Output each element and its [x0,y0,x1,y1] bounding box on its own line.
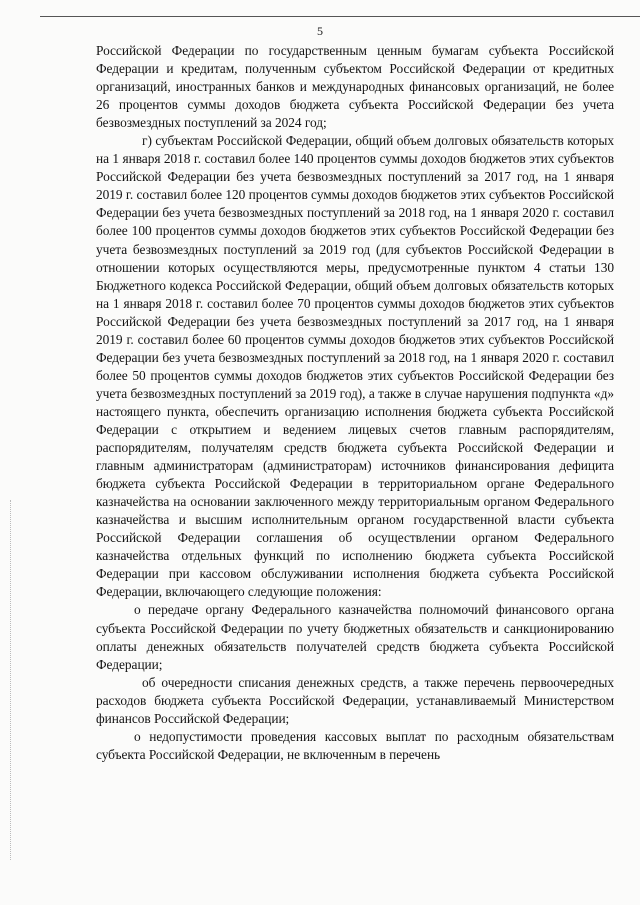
page-number: 5 [317,24,323,38]
paragraph-provision-1: о передаче органу Федерального казначейства полномочий финансового органа субъекта Российской Федерации по учету бюджетных обязательств и санкционированию оплаты денежных обязательств получателей средств бюджета субъекта Российской Федерации; [96,602,614,672]
paragraph-continuation: Российской Федерации по государственным ценным бумагам субъекта Российской Федерации и кредитам, полученным субъектом Российской Федерации от кредитных организаций, иностранных банков и международных финансовых организаций, не более 26 процентов суммы доходов бюджета субъекта Российской Федерации без учета безвозмездных поступлений за 2024 год; [96,43,614,131]
margin-marks [10,500,15,860]
paragraph-provision-2: об очередности списания денежных средств, а также перечень первоочередных расходов бюджета субъекта Российской Федерации, устанавливаемый Министерством финансов Российской Федерации; [96,674,614,726]
top-rule [40,16,640,17]
body-text [96,42,614,764]
paragraph-item-g: г) субъектам Российской Федерации, общий объем долговых обязательств которых на 1 января 2018 г. составил более 140 процентов суммы доходов бюджетов этих субъектов Российской Федерации без учета безвозмездных поступлений за 2017 год, на 1 января 2019 г. составил более 120 процентов суммы доходов бюджетов этих субъектов Российской Федерации без учета безвозмездных поступлений за 2018 год, на 1 января 2020 г. составил более 100 процентов суммы доходов бюджетов этих субъектов Российской Федерации без учета безвозмездных поступлений за 2019 год (для субъектов Российской Федерации в отношении которых осуществляются меры, предусмотренные пунктом 4 статьи 130 Бюджетного кодекса Российской Федерации, общий объем долговых обязательств которых на 1 января 2018 г. составил более 70 процентов суммы доходов бюджетов этих субъектов Российской Федерации без учета безвозмездных поступлений за 2017 год, на 1 января 2019 г. составил более 60 процентов суммы доходов бюджетов этих субъектов Российской Федерации без учета безвозмездных поступлений за 2018 год, на 1 января 2020 г. составил более 50 процентов суммы доходов бюджетов этих субъектов Российской Федерации без учета безвозмездных поступлений за 2019 год), а также в случае нарушения подпункта «д» настоящего пункта, обеспечить организацию исполнения бюджета субъекта Российской Федерации с открытием и ведением лицевых счетов главным распорядителям, распорядителям, получателям средств бюджета субъекта Российской Федерации и главным администраторам (администраторам) источников финансирования дефицита бюджета субъекта Российской Федерации в территориальном органе Федерального казначейства на основании заключенного между территориальным органом Федерального казначейства и высшим исполнительным органом государственной власти субъекта Российской Федерации соглашения об осуществлении органом Федерального казначейства отдельных функций по исполнению бюджета субъекта Российской Федерации при кассовом обслуживании исполнения бюджета субъекта Российской Федерации, включающего следующие положения: [96,133,614,600]
paragraph-provision-3: о недопустимости проведения кассовых выплат по расходным обязательствам субъекта Российской Федерации, не включенным в перечень [96,728,614,762]
